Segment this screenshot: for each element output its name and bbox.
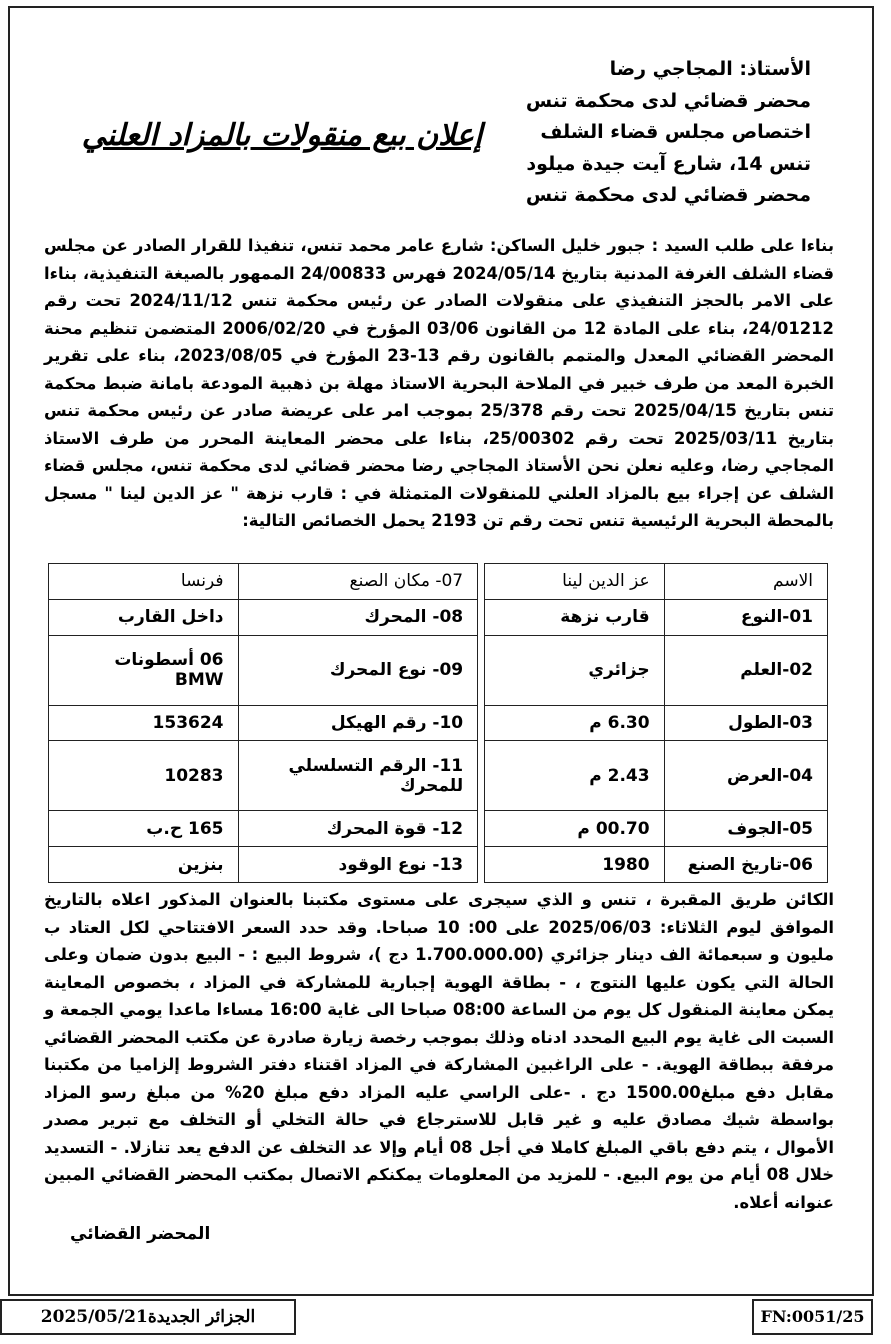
column-divider (478, 564, 485, 600)
spec-label: 07- مكان الصنع (238, 564, 478, 600)
spec-value: 165 ح.ب (49, 811, 239, 847)
file-number-box: FN:0051/25 (752, 1299, 873, 1335)
notice-title: إعلان بيع منقولات بالمزاد العلني (81, 118, 483, 153)
spec-label: 13- نوع الوقود (238, 847, 478, 883)
publication-box: الجزائر الجديدة2025/05/21 (0, 1299, 296, 1335)
spec-value: فرنسا (49, 564, 239, 600)
spec-value: جزائري (485, 635, 664, 705)
spec-value: 00.70 م (485, 811, 664, 847)
bailiff-address: تنس 14، شارع آيت جيدة ميلود (526, 152, 811, 175)
table-row (49, 705, 828, 741)
spec-value: 2.43 م (485, 741, 664, 811)
spec-value: عز الدين لينا (485, 564, 664, 600)
spec-label: 01-النوع (664, 599, 827, 635)
column-divider (478, 811, 485, 847)
column-divider (478, 599, 485, 635)
spec-value: قارب نزهة (485, 599, 664, 635)
table-row (49, 564, 828, 600)
bailiff-court-repeat: محضر قضائي لدى محكمة تنس (525, 184, 811, 206)
column-divider (478, 635, 485, 705)
table-row (49, 599, 828, 635)
spec-label: 10- رقم الهيكل (238, 705, 478, 741)
spec-label: الاسم (664, 564, 827, 600)
spec-value: داخل القارب (49, 599, 239, 635)
boat-specs-table (48, 563, 828, 883)
bailiff-name: الأستاذ: المجاجي رضا (609, 58, 811, 80)
spec-label: 03-الطول (664, 705, 827, 741)
spec-label: 04-العرض (664, 741, 827, 811)
spec-label: 09- نوع المحرك (238, 635, 478, 705)
spec-value: 1980 (485, 847, 664, 883)
table-row (49, 847, 828, 883)
spec-label: 11- الرقم التسلسلي للمحرك (238, 741, 478, 811)
column-divider (478, 705, 485, 741)
sale-details-paragraph: الكائن طريق المقبرة ، تنس و الذي سيجرى على مستوى مكتبنا بالعنوان المذكور اعلاه بالتاريخ الموافق ليوم الثلاثاء: 2025/06/03 على 00: 10 صباحا. وقد حدد السعر الافتتاحي لكل العتاد ب مليون و سبعمائة الف دينار جزائري (1.700.000.00 دج )، شروط البيع : - البيع بدون ضمان وعلى الحالة التي يكون عليها النتوج ، - بطاقة الهوية إجبارية للمشاركة في المزاد ، بخصوص المعاينة يمكن معاينة المنقول كل يوم من الساعة 08:00 صباحا الى غاية 16:00 مساءا ماعدا يومي الجمعة و السبت الى غاية يوم البيع المحدد ادناه وذلك بموجب رخصة زيارة صادرة عن مكتب المحضر القضائي مرفقة ببطاقة الهوية. - على الراغبين المشاركة في المزاد اقتناء دفتر الشروط إلزاميا من مكتبنا مقابل دفع مبلغ1500.00 دج . -على الراسي عليه المزاد دفع مبلغ 20% من مبلغ رسو المزاد بواسطة شيك مصادق عليه و غير قابل للاسترجاع في حالة التخلي أو التخلف مع تبرير مصدر الأموال ، يتم دفع باقي المبلغ كاملا في أجل 08 أيام وإلا عد التخلف عن الدفع يعد تنازلا. - التسديد خلال 08 أيام من يوم البيع. - للمزيد من المعلومات يمكنكم الاتصال بمكتب المحضر القضائي المبين عنوانه أعلاه. (44, 890, 835, 1212)
spec-label: 02-العلم (664, 635, 827, 705)
column-divider (478, 741, 485, 811)
bailiff-jurisdiction: اختصاص مجلس قضاء الشلف (540, 121, 811, 143)
spec-value: 06 أسطونات BMW (49, 635, 239, 705)
spec-value: 10283 (49, 741, 239, 811)
bailiff-header (511, 54, 811, 212)
bailiff-court: محضر قضائي لدى محكمة تنس (525, 89, 811, 112)
table-row (49, 741, 828, 811)
spec-label: 08- المحرك (238, 599, 478, 635)
column-divider (478, 847, 485, 883)
table-row (49, 635, 828, 705)
spec-value: بنزين (49, 847, 239, 883)
spec-label: 05-الجوف (664, 811, 827, 847)
intro-paragraph: بناءا على طلب السيد : جبور خليل الساكن: شارع عامر محمد تنس، تنفيذا للقرار الصادر عن مجلس قضاء الشلف الغرفة المدنية بتاريخ 2024/05/14 فهرس 24/00833 الممهور بالصيغة التنفيذية، بناءا على الامر بالحجز التنفيذي على منقولات الصادر عن رئيس محكمة تنس 2024/11/12 تحت رقم 24/01212، بناء على المادة 12 من القانون 03/06 المؤرخ في 2006/02/20 المتضمن تنظيم محنة المحضر القضائي المعدل والمتمم بالقانون رقم 13-23 المؤرخ في 2023/08/05، بناء على تقرير الخبرة المعد من طرف خبير في الملاحة البحرية الاستاذ مهلة بن ذهبية المودعة بامانة ضبط محكمة تنس بتاريخ 2025/04/15 تحت رقم 25/378 بموجب امر على عريضة صادر عن رئيس محكمة تنس بتاريخ 2025/03/11 تحت رقم 25/00302، بناءا على محضر المعاينة المحرر من طرف الاستاذ المجاجي رضا، وعليه نعلن نحن الأستاذ المجاجي رضا محضر قضائي لدى محكمة تنس، مجلس قضاء الشلف عن إجراء بيع بالمزاد العلني للمنقولات المتمثلة في : قارب نزهة " عز الدين لينا " مسجل بالمحطة البحرية الرئيسية تنس تحت رقم تن 2193 يحمل الخصائص التالية: (44, 236, 834, 530)
spec-label: 06-تاريخ الصنع (664, 847, 827, 883)
table-row (49, 811, 828, 847)
signature: المحضر القضائي (70, 1224, 211, 1244)
spec-label: 12- قوة المحرك (238, 811, 478, 847)
spec-value: 6.30 م (485, 705, 664, 741)
spec-value: 153624 (49, 705, 239, 741)
